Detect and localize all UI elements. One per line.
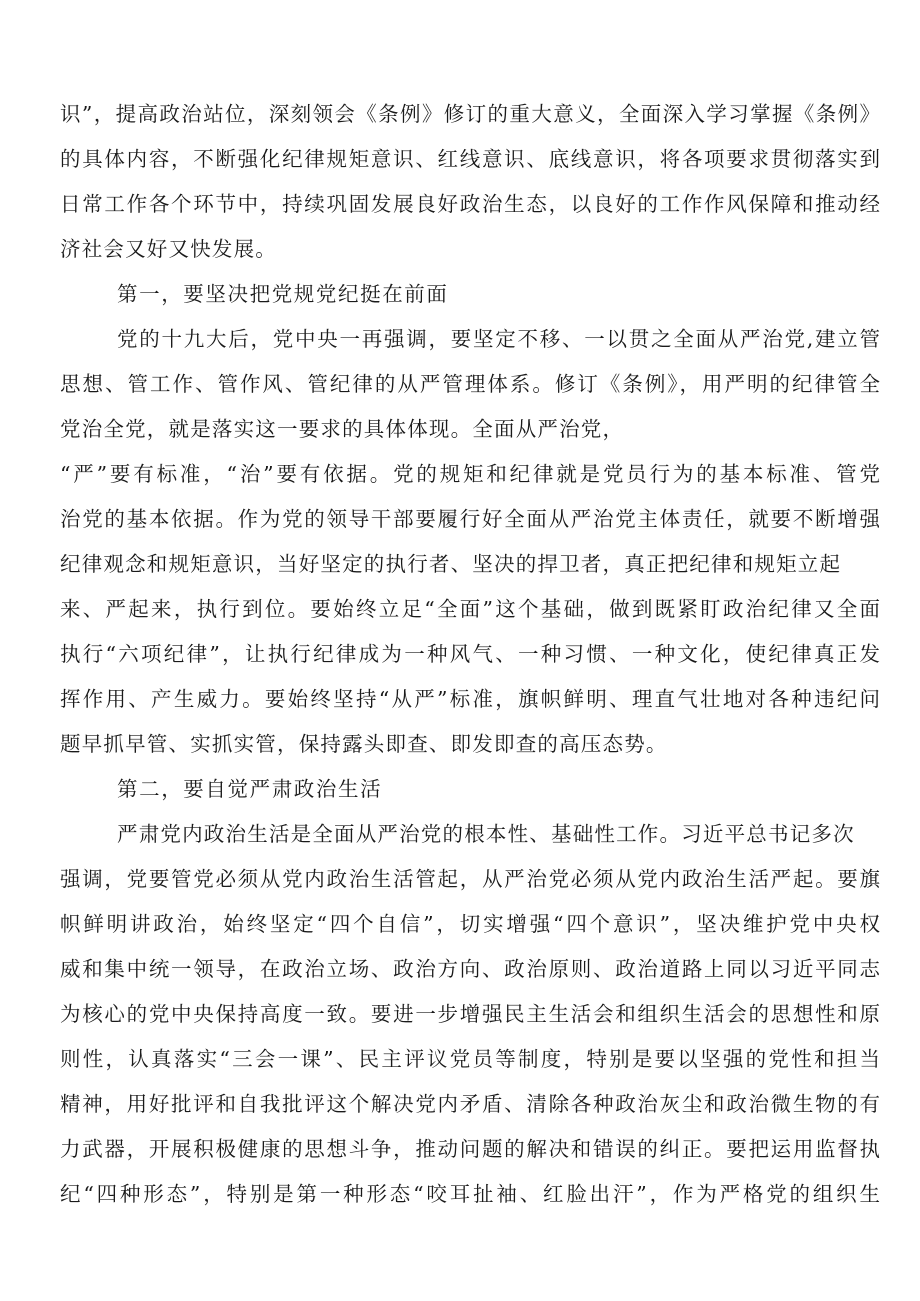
body-text-line: 识”，提高政治站位，深刻领会《条例》修订的重大意义，全面深入学习掌握《条例》	[60, 102, 880, 126]
body-text-line: 日常工作各个环节中，持续巩固发展良好政治生态，以良好的工作作风保障和推动经	[60, 192, 880, 216]
body-text-line: 挥作用、产生威力。要始终坚持“从严”标准，旗帜鲜明、理直气壮地对各种违纪问	[60, 687, 880, 711]
body-text-line: 则性，认真落实“三会一课”、民主评议党员等制度，特别是要以坚强的党性和担当	[60, 1047, 880, 1071]
body-text-line: 威和集中统一领导，在政治立场、政治方向、政治原则、政治道路上同以习近平同志	[60, 957, 880, 981]
body-text-line: 纪“四种形态”，特别是第一种形态“咬耳扯袖、红脸出汗”，作为严格党的组织生	[60, 1182, 880, 1206]
body-text-line: 济社会又好又快发展。	[60, 237, 277, 261]
body-text-line: “严”要有标准，“治”要有依据。党的规矩和纪律就是党员行为的基本标准、管党	[60, 462, 880, 486]
body-text-line: 精神，用好批评和自我批评这个解决党内矛盾、清除各种政治灰尘和政治微生物的有	[60, 1092, 880, 1116]
paragraph-first-line: 严肃党内政治生活是全面从严治党的根本性、基础性工作。习近平总书记多次	[117, 822, 855, 846]
body-text-line: 执行“六项纪律”，让执行纪律成为一种风气、一种习惯、一种文化，使纪律真正发	[60, 642, 880, 666]
body-text-line: 的具体内容，不断强化纪律规矩意识、红线意识、底线意识，将各项要求贯彻落实到	[60, 147, 880, 171]
body-text-line: 来、严起来，执行到位。要始终立足“全面”这个基础，做到既紧盯政治纪律又全面	[60, 597, 880, 621]
body-text-line: 强调，党要管党必须从党内政治生活管起，从严治党必须从党内政治生活严起。要旗	[60, 867, 880, 891]
paragraph-first-line: 党的十九大后，党中央一再强调，要坚定不移、一以贯之全面从严治党,建立管	[117, 327, 880, 351]
body-text-line: 帜鲜明讲政治，始终坚定“四个自信”，切实增强“四个意识”，坚决维护党中央权	[60, 912, 880, 936]
section-heading: 第二，要自觉严肃政治生活	[117, 777, 383, 801]
body-text-line: 为核心的党中央保持高度一致。要进一步增强民主生活会和组织生活会的思想性和原	[60, 1002, 880, 1026]
body-text-line: 思想、管工作、管作风、管纪律的从严管理体系。修订《条例》，用严明的纪律管全	[60, 372, 880, 396]
body-text-line: 纪律观念和规矩意识，当好坚定的执行者、坚决的捍卫者，真正把纪律和规矩立起	[60, 552, 840, 576]
body-text-line: 党治全党，就是落实这一要求的具体体现。全面从严治党，	[60, 417, 625, 441]
body-text-line: 治党的基本依据。作为党的领导干部要履行好全面从严治党主体责任，就要不断增强	[60, 507, 880, 531]
body-text-line: 题早抓早管、实抓实管，保持露头即查、即发即查的高压态势。	[60, 732, 668, 756]
body-text-line: 力武器，开展积极健康的思想斗争，推动问题的解决和错误的纠正。要把运用监督执	[60, 1137, 880, 1161]
section-heading: 第一，要坚决把党规党纪挺在前面	[117, 282, 449, 306]
